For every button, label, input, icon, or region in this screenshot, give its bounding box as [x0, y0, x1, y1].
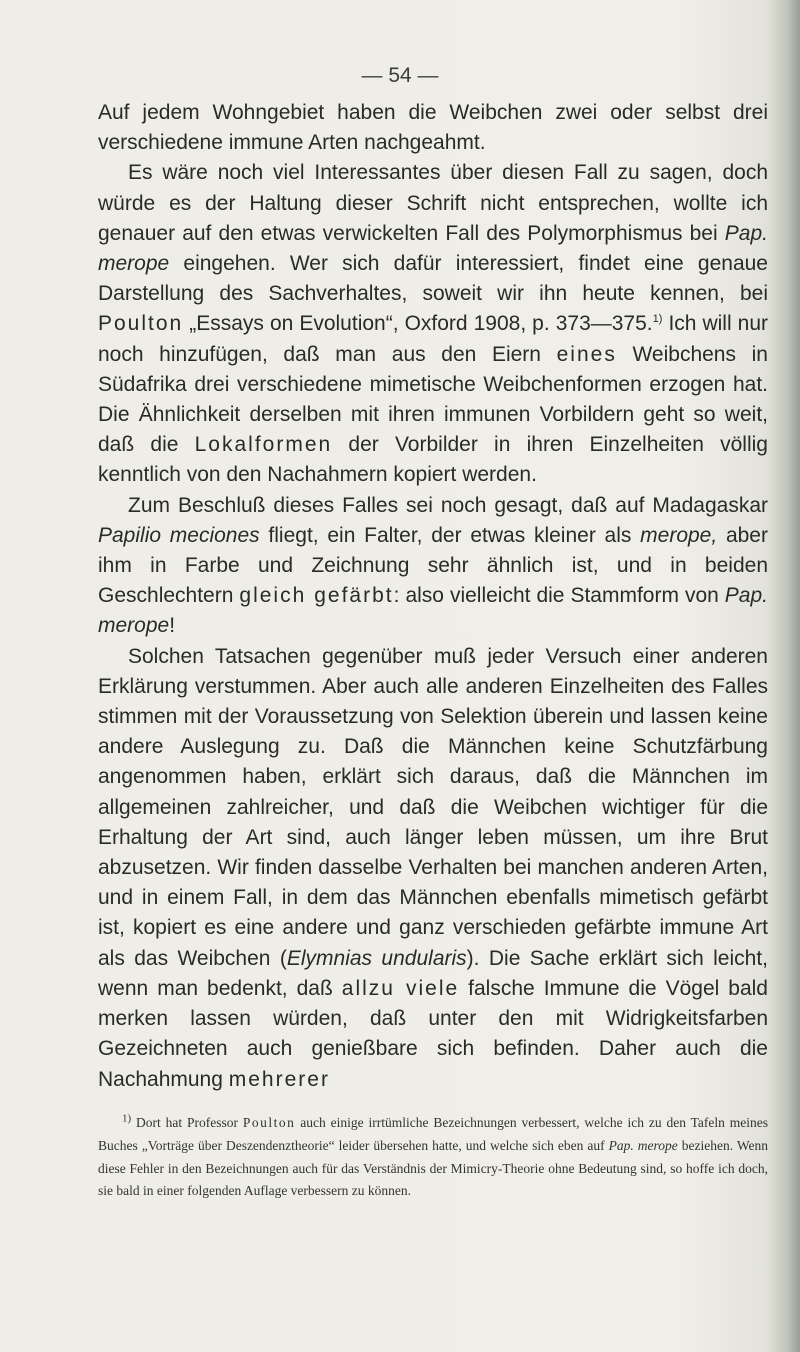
species-name: merope,: [640, 523, 718, 547]
text-segment: ). Die Sache erklärt sich leicht, wenn man bedenkt, daß: [98, 946, 769, 1000]
text-segment: Dort hat Professor: [131, 1115, 243, 1130]
text-segment: Es wäre noch viel Interessantes über diesen Fall zu sagen, doch würde es der Haltung dieser Schrift nicht entsprechen, wollte ich genauer auf den etwas verwickelten Fall des Polymorphismus bei: [98, 161, 768, 245]
paragraph: [98, 491, 768, 642]
text-segment: „Essays on Evolution“, Oxford 1908, p. 373—375.: [183, 312, 653, 336]
text-segment: der Vorbilder in ihren Einzelheiten völlig kenntlich von den Nachahmern kopiert werden.: [98, 433, 768, 487]
text-segment: Weibchens in Südafrika drei verschiedene mimetische Weibchenformen erzogen hat. Die Ähnlichkeit derselben mit ihren immunen Vorbildern geht so weit, daß die: [98, 342, 768, 457]
species-name: Elymnias undularis: [286, 946, 467, 970]
text-segment: Solchen Tatsachen gegenüber muß jeder Versuch einer anderen Erklärung verstummen. Aber auch alle anderen Einzelheiten des Falles stimmen mit der Voraussetzung von Selektion überein und lassen keine andere Auslegung zu. Daß die Männchen keine Schutzfärbung angenommen haben, erklärt sich daraus, daß die Männchen im allgemeinen zahlreicher, und daß die Weibchen wichtiger für die Erhaltung der Art sind, auch länger leben müssen, um ihre Brut abzusetzen. Wir finden dasselbe Verhalten bei manchen anderen Arten, und in einem Fall, in dem das Männchen ebenfalls mimetisch gefärbt ist, kopiert es eine andere und ganz verschieden gefärbte immune Art als das Weibchen (: [98, 644, 768, 970]
species-name: Papilio meciones: [98, 523, 260, 547]
text-segment: Ich will nur noch hinzufügen, daß man aus den Eiern: [98, 312, 769, 366]
author-name: Poulton: [242, 1115, 296, 1130]
page-edge-shadow: [770, 0, 800, 1352]
emphasis-spaced: allzu viele: [341, 976, 460, 1000]
text-segment: !: [169, 614, 176, 638]
emphasis-spaced: eines: [556, 342, 617, 366]
footnote-ref: 1): [652, 313, 663, 326]
paragraph: [98, 158, 768, 490]
footnotes: [98, 1112, 768, 1203]
species-name: Pap. merope: [608, 1137, 678, 1153]
footnote-marker: 1): [122, 1112, 132, 1125]
text-segment: fliegt, ein Falter, der etwas kleiner als: [259, 523, 641, 547]
text-segment: beziehen. Wenn diese Fehler in den Bezeichnungen auch für das Verständnis der Mimicry-Theorie ohne Bedeutung sind, so hoffe ich doch, sie bald in einer folgenden Auflage verbessern zu können.: [98, 1137, 768, 1199]
species-name: Pap. merope: [98, 584, 768, 638]
text-segment: : also vielleicht die Stammform von: [393, 584, 725, 608]
paragraph: [98, 642, 768, 1095]
text-segment: auch einige irrtümliche Bezeichnungen verbessert, welche ich zu den Tafeln meines Buches „Vorträge über Deszendenztheorie“ leider übersehen hatte, und welche sich eben auf: [98, 1115, 769, 1153]
paragraph: Auf jedem Wohngebiet haben die Weibchen zwei oder selbst drei verschiedene immune Arten nachgeahmt.: [98, 101, 768, 155]
author-name: Poulton: [98, 312, 184, 336]
text-segment: eingehen. Wer sich dafür interessiert, findet eine genaue Darstellung des Sachverhaltes, soweit wir ihn heute kennen, bei: [98, 252, 768, 306]
page-number: — 54 —: [361, 64, 439, 87]
text-segment: falsche Immune die Vögel bald merken lassen würden, daß unter den mit Widrigkeitsfarben Gezeichneten auch genießbare sich befinden. Daher auch die Nachahmung: [98, 976, 768, 1091]
emphasis-spaced: mehrerer: [228, 1067, 330, 1091]
emphasis-spaced: Lokalformen: [194, 433, 333, 457]
text-segment: aber ihm in Farbe und Zeichnung sehr ähnlich ist, und in beiden Geschlechtern: [98, 523, 768, 608]
text-segment: Zum Beschluß dieses Falles sei noch gesagt, daß auf Madagaskar: [128, 493, 768, 517]
species-name: Pap. merope: [98, 221, 768, 276]
main-text: [98, 98, 768, 1095]
footnote: [98, 1112, 768, 1203]
emphasis-spaced: gleich gefärbt: [239, 584, 394, 608]
